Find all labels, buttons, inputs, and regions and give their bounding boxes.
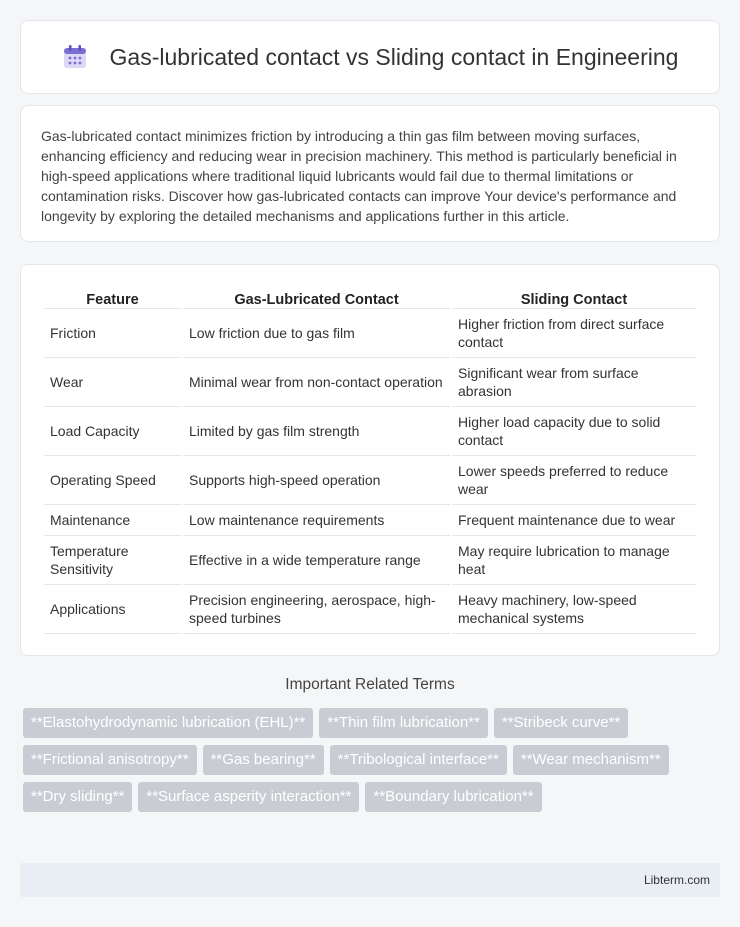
table-header-row [44,285,696,309]
header-gas-lubricated: Gas-Lubricated Contact [183,285,450,309]
feature-cell: Friction [44,309,181,358]
feature-cell: Applications [44,585,181,634]
gas-cell: Minimal wear from non-contact operation [183,358,450,407]
related-term-tag[interactable]: **Dry sliding** [23,782,132,812]
related-term-tag[interactable]: **Boundary lubrication** [365,782,541,812]
feature-cell: Temperature Sensitivity [44,536,181,585]
sliding-cell: Heavy machinery, low-speed mechanical systems [452,585,696,634]
table-row [44,505,696,536]
intro-paragraph: Gas-lubricated contact minimizes friction by introducing a thin gas film between moving surfaces, enhancing efficiency and reducing wear in precision machinery. This method is particularly beneficial in high-speed applications where traditional liquid lubricants would fail due to thermal limitations or contamination risks. Discover how gas-lubricated contacts can improve Your device's performance and longevity by exploring the detailed mechanisms and applications further in this article. [41,128,677,224]
header-feature: Feature [44,285,181,309]
comparison-table [42,285,698,634]
related-term-tag[interactable]: **Gas bearing** [203,745,324,775]
table-row [44,536,696,585]
page-title: Gas-lubricated contact vs Sliding contact in Engineering [109,43,679,70]
calendar-icon [62,44,88,70]
gas-cell: Limited by gas film strength [183,407,450,456]
table-row [44,456,696,505]
comparison-card [20,264,720,656]
footer-site-link[interactable]: Libterm.com [643,873,710,887]
related-terms-list [23,708,723,812]
related-term-tag[interactable]: **Surface asperity interaction** [138,782,359,812]
footer [20,863,720,897]
sliding-cell: Frequent maintenance due to wear [452,505,696,536]
gas-cell: Supports high-speed operation [183,456,450,505]
related-term-tag[interactable]: **Wear mechanism** [513,745,669,775]
intro-card [20,105,720,242]
feature-cell: Maintenance [44,505,181,536]
gas-cell: Precision engineering, aerospace, high-speed turbines [183,585,450,634]
title-card [20,20,720,94]
gas-cell: Low maintenance requirements [183,505,450,536]
table-row [44,309,696,358]
gas-cell: Low friction due to gas film [183,309,450,358]
feature-cell: Load Capacity [44,407,181,456]
table-row [44,407,696,456]
header-sliding: Sliding Contact [452,285,696,309]
gas-cell: Effective in a wide temperature range [183,536,450,585]
related-term-tag[interactable]: **Elastohydrodynamic lubrication (EHL)** [23,708,313,738]
related-term-tag[interactable]: **Tribological interface** [330,745,507,775]
related-terms-title: Important Related Terms [285,676,455,693]
sliding-cell: May require lubrication to manage heat [452,536,696,585]
feature-cell: Wear [44,358,181,407]
sliding-cell: Higher load capacity due to solid contact [452,407,696,456]
sliding-cell: Higher friction from direct surface contact [452,309,696,358]
table-row [44,585,696,634]
related-term-tag[interactable]: **Frictional anisotropy** [23,745,197,775]
feature-cell: Operating Speed [44,456,181,505]
sliding-cell: Lower speeds preferred to reduce wear [452,456,696,505]
sliding-cell: Significant wear from surface abrasion [452,358,696,407]
related-term-tag[interactable]: **Thin film lubrication** [319,708,488,738]
related-term-tag[interactable]: **Stribeck curve** [494,708,628,738]
table-row [44,358,696,407]
